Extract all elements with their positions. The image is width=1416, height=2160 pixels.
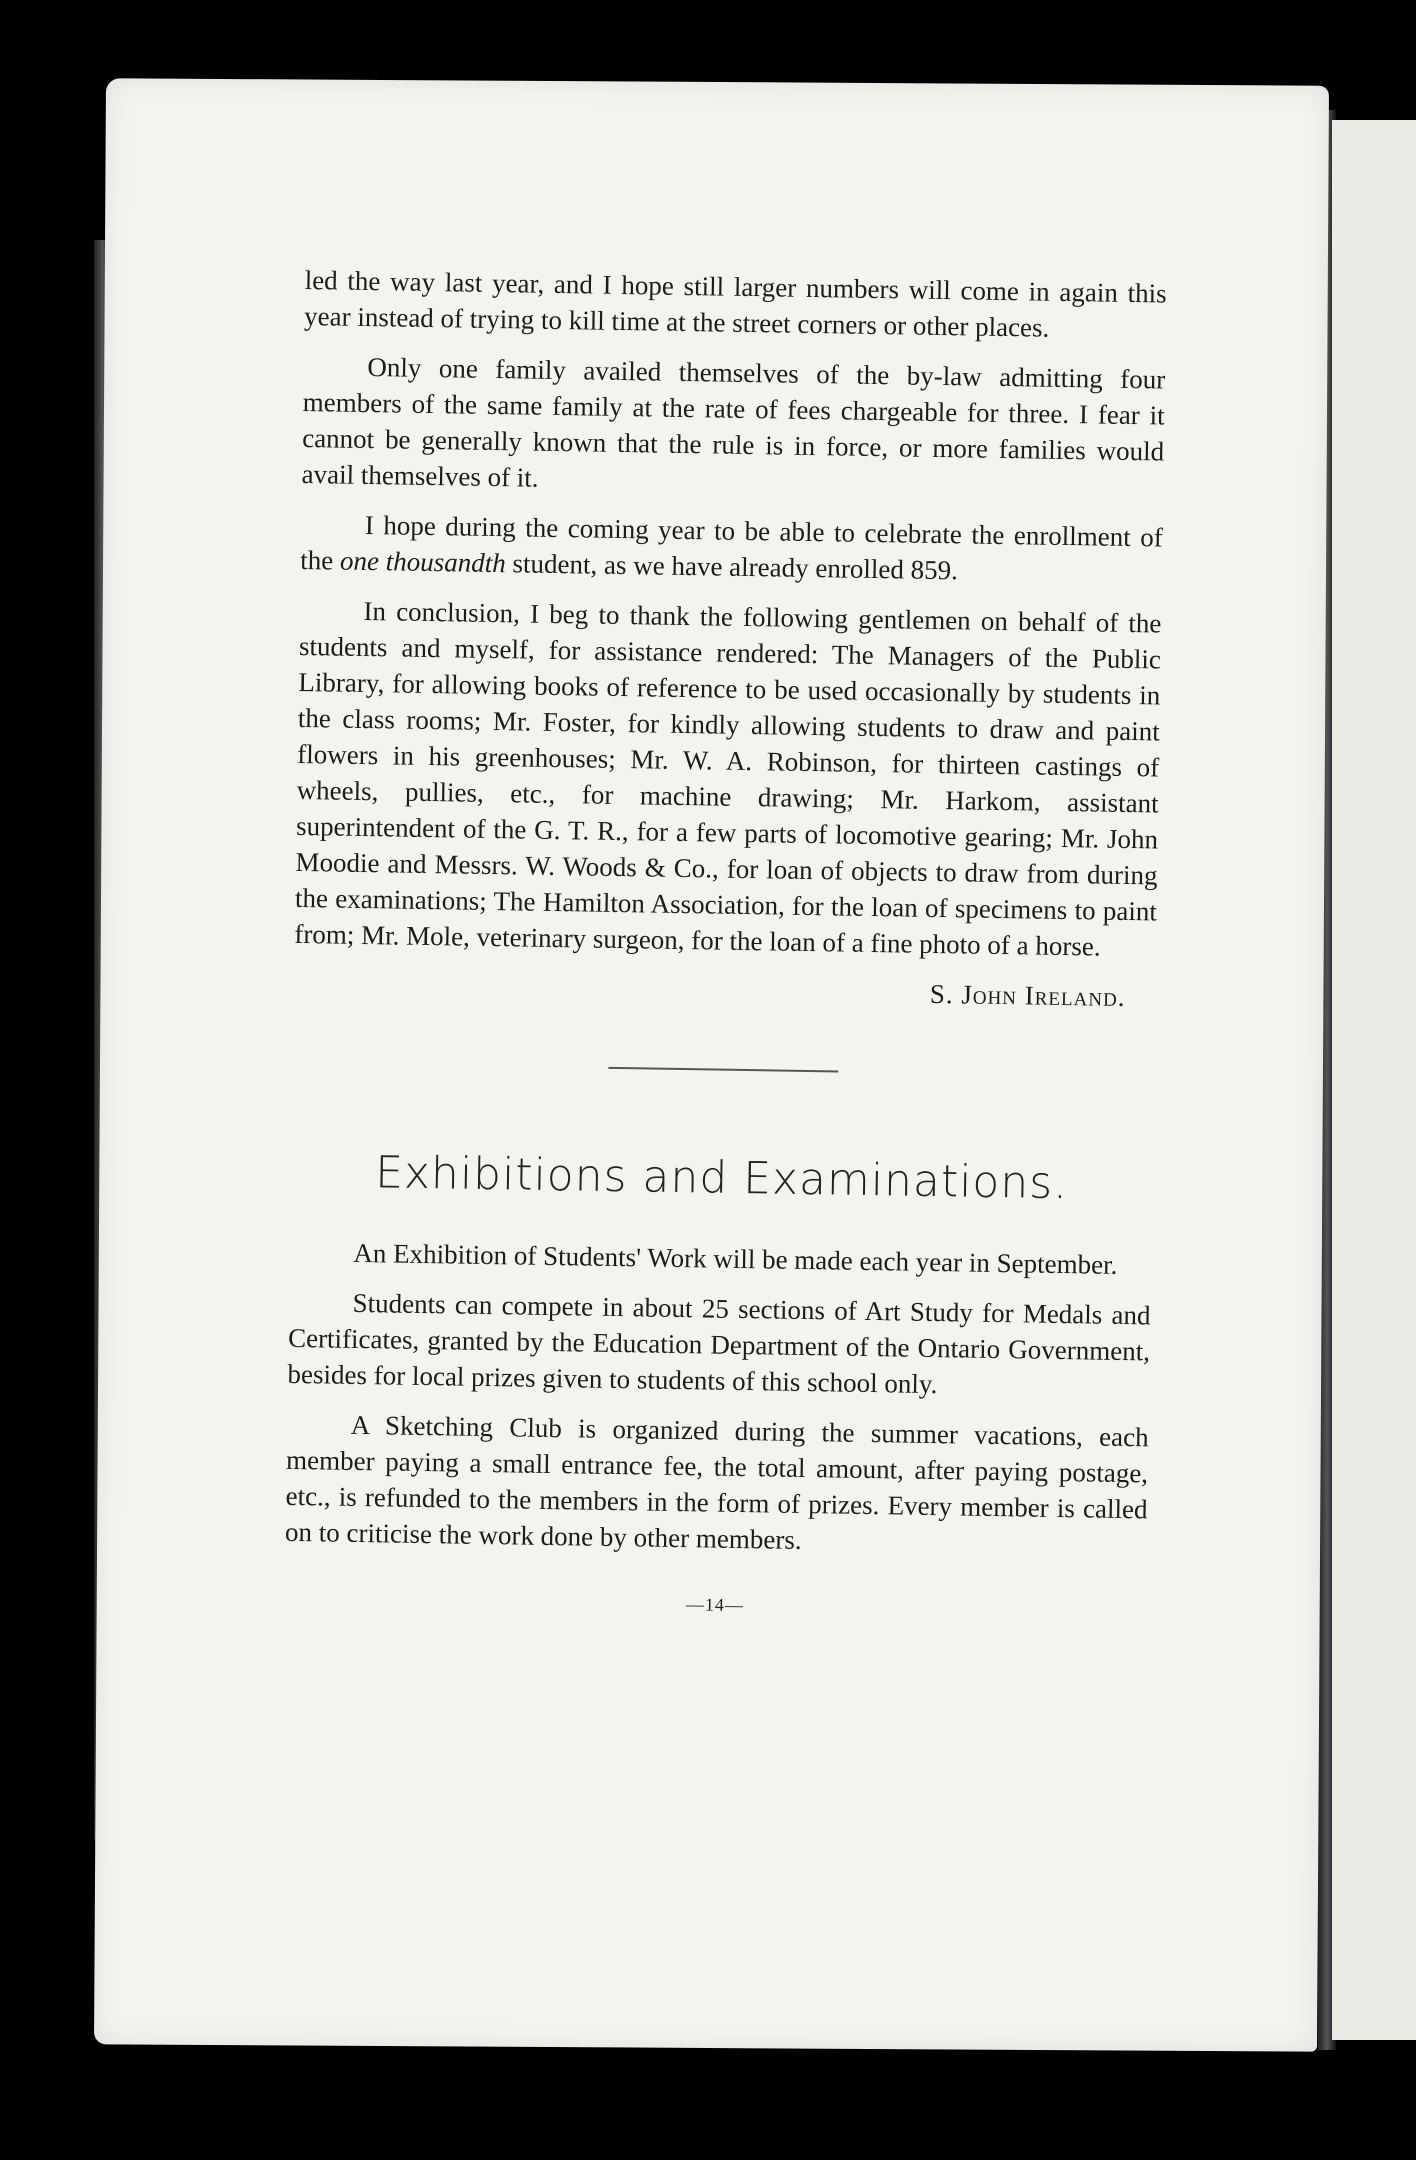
paragraph-exhibition: An Exhibition of Students' Work will be made each year in September. <box>353 1237 1118 1280</box>
page-text <box>284 262 1167 1629</box>
facing-page-edge <box>1332 120 1416 2040</box>
enrollment-text-before: I hope during the coming year to be able to celebrate the enrollment of the <box>300 509 1164 576</box>
enrollment-text-after: student, as we have already enrolled 859. <box>505 548 959 586</box>
section-heading: Exhibitions and Examinations. <box>374 1147 1069 1210</box>
page-number: —14— <box>685 1594 745 1616</box>
section-divider <box>608 1067 838 1073</box>
paragraph-family-bylaw: Only one family availed themselves of the by-law admitting four members of the same family at the rate of fees chargeable for three. I fear it cannot be generally known that the rule is in force, or more families would avail themselves of it. <box>301 351 1166 493</box>
signature: S. John Ireland. <box>929 978 1126 1012</box>
enrollment-emphasis: one thousandth <box>339 545 507 579</box>
paragraph-enrollment <box>300 506 1163 592</box>
paragraph-continuation: led the way last year, and I hope still larger numbers will come in again this year instead of trying to kill time at the street corners or other places. <box>303 264 1167 343</box>
paragraph-competition: Students can compete in about 25 sections of Art Study for Medals and Certificates, granted by the Education Department of the Ontario Government, besides for local prizes given to students of this school only. <box>287 1287 1151 1400</box>
paragraph-sketching-club: A Sketching Club is organized during the summer vacations, each member paying a small entrance fee, the total amount, after paying postage, etc., is refunded to the members in the form of prizes. Every member is called on to criticise the work done by other members. <box>284 1409 1149 1555</box>
paragraph-acknowledgements: In conclusion, I beg to thank the following gentlemen on behalf of the students and myself, for assistance rendered: The Managers of the Public Library, for allowing books of reference to be used occasionally by students in the class rooms; Mr. Foster, for kindly allowing students to draw and paint flowers in his greenhouses; Mr. W. A. Robinson, for thirteen castings of wheels, pullies, etc., for machine drawing; Mr. Harkom, assistant superintendent of the G. T. R., for a few parts of locomotive gearing; Mr. John Moodie and Messrs. W. Woods & Co., for loan of objects to draw from during the examinations; The Hamilton Association, for the loan of specimens to paint from; Mr. Mole, veterinary surgeon, for the loan of a fine photo of a horse. <box>294 595 1162 962</box>
